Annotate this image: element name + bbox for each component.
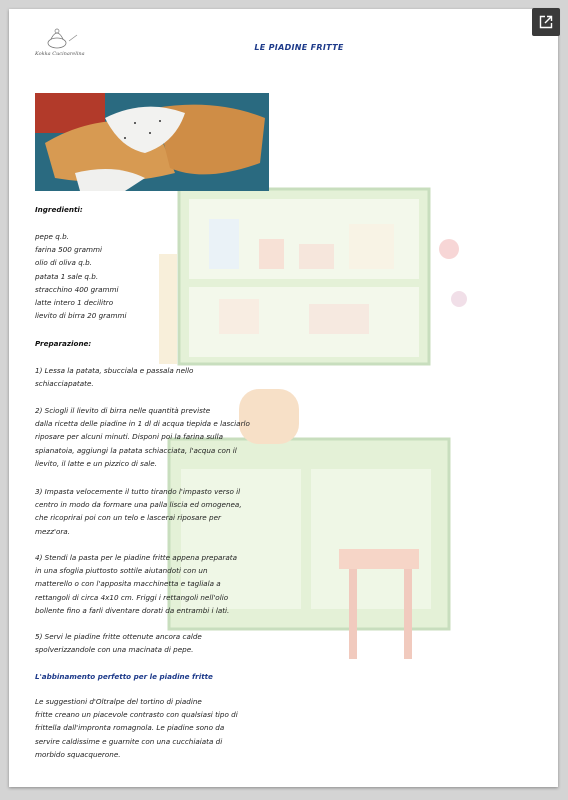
step-5: 5) Servi le piadine fritte ottenute ancora calde spolverizzandole con una macinata di pepe. (35, 632, 202, 655)
ingredient-item: patata 1 sale q.b. (35, 271, 99, 281)
step-1: 1) Lessa la patata, sbucciala e passala nello schiacciapatate. (35, 366, 194, 389)
ingredients-heading: Ingredienti: (35, 205, 83, 214)
ingredient-item: stracchino 400 grammi (35, 284, 119, 294)
page-title: LE PIADINE FRITTE (254, 43, 344, 52)
preparation-heading: Preparazione: (35, 339, 92, 348)
logo-text: Kokka Cucinarelina (35, 51, 85, 57)
ingredient-item: lievito di birra 20 grammi (35, 311, 127, 321)
ingredient-item: pepe q.b. (35, 232, 69, 241)
ingredient-item: farina 500 grammi (35, 245, 103, 255)
pairing-text: Le suggestioni d'Oltralpe del tortino di piadine fritte creano un piacevole contrasto con qualsiasi tipo di frittella dall'impronta romagnola. Le piadine sono da servire caldissime e guarnite con una cucchiaiata di morbido squacquerone. (35, 697, 238, 759)
open-in-new-icon (539, 15, 553, 29)
step-3: 3) Impasta velocemente il tutto tirando l'impasto verso il centro in modo da formare una palla liscia ed omogenea, che ricoprirai poi con un telo e lascerai riposare per mezz'ora. (35, 487, 242, 536)
document-page (9, 9, 558, 787)
site-logo (35, 25, 93, 59)
step-2: 2) Sciogli il lievito di birra nelle quantità previste dalla ricetta delle piadine in 1 dl di acqua tiepida e lasciarlo riposare per alcuni minuti. Disponi poi la farina sulla spianatoia, aggiungi la patata schiacciata, l'acqua con il lievito, il latte e un pizzico di sale. (35, 406, 250, 468)
step-4: 4) Stendi la pasta per le piadine fritte appena preparata in una sfoglia piuttosto sottile aiutandoti con un matterello o con l'apposita macchinetta e tagliala a rettangoli di circa 4x10 cm. Friggi i rettangoli nell'olio bollente fino a farli diventare dorati da entrambi i lati. (35, 553, 237, 615)
ingredient-item: olio di oliva q.b. (35, 258, 92, 268)
ingredients-list (35, 230, 127, 322)
ingredient-item: latte intero 1 decilitro (35, 297, 114, 307)
open-in-new-button[interactable] (532, 8, 560, 36)
pairing-heading: L'abbinamento perfetto per le piadine fritte (35, 672, 213, 681)
recipe-photo (35, 93, 269, 191)
